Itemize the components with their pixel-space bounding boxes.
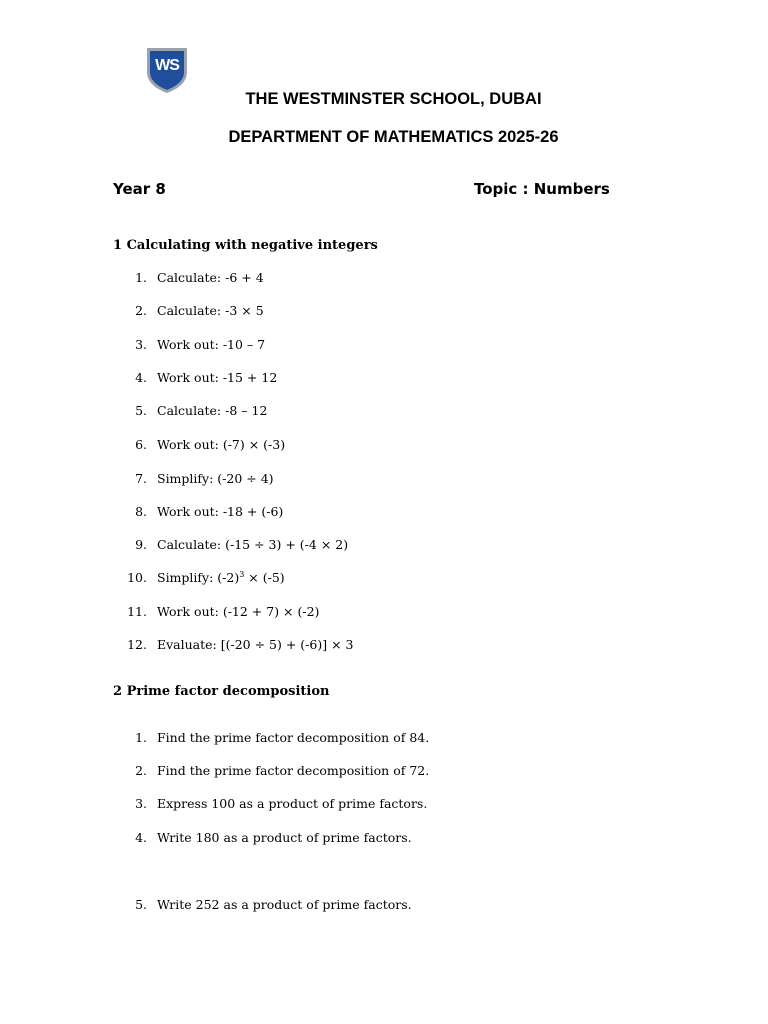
question-text: Evaluate: [(-20 ÷ 5) + (-6)] × 3 (157, 637, 354, 652)
question-number: 3. (135, 337, 147, 352)
school-name: THE WESTMINSTER SCHOOL, DUBAI (245, 90, 542, 108)
topic-label: Topic : Numbers (474, 180, 610, 198)
question-number: 1. (135, 270, 147, 285)
section-heading-negative-integers: 1 Calculating with negative integers (113, 238, 378, 253)
school-logo (145, 46, 189, 94)
question-number: 8. (135, 504, 147, 519)
question-number: 5. (135, 897, 147, 912)
question-number: 1. (135, 730, 147, 745)
question-text: Calculate: -6 + 4 (157, 270, 264, 285)
question-text: Calculate: -8 – 12 (157, 403, 268, 418)
question-text: Write 180 as a product of prime factors. (157, 830, 412, 845)
exponent: 3 (239, 570, 245, 579)
question-number: 2. (135, 303, 147, 318)
question-text: Simplify: (-20 ÷ 4) (157, 471, 274, 486)
question-number: 4. (135, 830, 147, 845)
question-text: Work out: (-12 + 7) × (-2) (157, 604, 320, 619)
question-number: 7. (135, 471, 147, 486)
question-number: 9. (135, 537, 147, 552)
question-number: 3. (135, 796, 147, 811)
question-text: Express 100 as a product of prime factors. (157, 796, 428, 811)
question-text (157, 570, 285, 585)
question-number: 2. (135, 763, 147, 778)
question-text: Calculate: (-15 ÷ 3) + (-4 × 2) (157, 537, 349, 552)
year-label: Year 8 (113, 180, 166, 198)
section-heading-prime-factor: 2 Prime factor decomposition (113, 684, 330, 699)
department-title: DEPARTMENT OF MATHEMATICS 2025-26 (228, 128, 559, 146)
question-number: 4. (135, 370, 147, 385)
question-text-pre: Simplify: (-2) (157, 570, 240, 586)
logo-lettering: WS (155, 57, 179, 74)
question-text: Write 252 as a product of prime factors. (157, 897, 412, 912)
question-number: 12. (127, 637, 147, 652)
question-number: 6. (135, 437, 147, 452)
question-text: Work out: -18 + (-6) (157, 504, 284, 519)
question-text-post: × (-5) (244, 570, 285, 586)
question-number: 10. (127, 570, 147, 585)
question-text: Work out: -15 + 12 (157, 370, 278, 385)
question-number: 11. (127, 604, 147, 619)
question-text: Find the prime factor decomposition of 72. (157, 763, 430, 778)
question-text: Find the prime factor decomposition of 84. (157, 730, 430, 745)
question-text: Work out: (-7) × (-3) (157, 437, 286, 452)
question-number: 5. (135, 403, 147, 418)
question-text: Work out: -10 – 7 (157, 337, 266, 352)
question-text: Calculate: -3 × 5 (157, 303, 264, 318)
